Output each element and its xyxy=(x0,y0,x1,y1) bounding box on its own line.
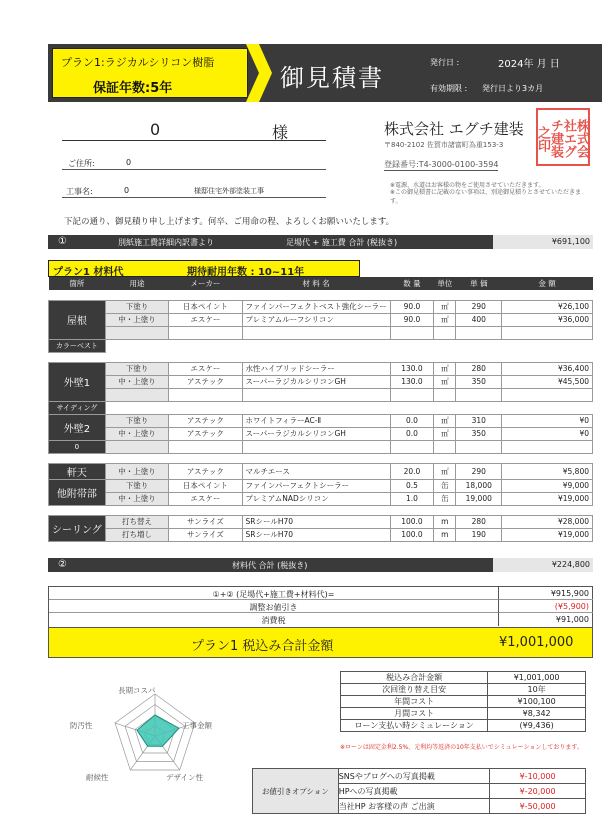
cell: ファインパーフェクトベスト強化シーラー xyxy=(242,300,390,313)
warranty: 保証年数:5年 xyxy=(93,81,173,96)
grand-amount: ¥1,001,000 xyxy=(499,635,574,650)
cell: スーパーラジカルシリコンGH xyxy=(242,427,390,440)
table-row xyxy=(49,463,593,479)
radar-label-3: 耐候性 xyxy=(86,773,109,782)
cell: 0.0 xyxy=(390,414,434,427)
cell: 日本ペイント xyxy=(169,479,242,492)
cell: サンライズ xyxy=(169,515,242,528)
cell: 100.0 xyxy=(390,528,434,541)
construction-total-bar xyxy=(48,235,493,249)
cell: ¥28,000 xyxy=(502,515,593,528)
intro-text: 下記の通り、御見積り申し上げます。何卒、ご用命の程、よろしくお願いいたします。 xyxy=(64,217,395,227)
cell: ¥36,000 xyxy=(502,313,593,326)
cell: 缶 xyxy=(434,479,456,492)
cell: ¥9,000 xyxy=(502,479,593,492)
material-title-box xyxy=(48,260,360,277)
valid-label: 有効期限 : xyxy=(430,84,468,93)
row2-number: ② xyxy=(58,559,67,570)
company-seal: 株式会社エグチ建装之印 xyxy=(536,108,590,166)
address-value: 0 xyxy=(126,158,132,167)
table-row xyxy=(49,375,593,388)
cell: ¥-20,000 xyxy=(490,784,586,799)
customer-honorific: 様 xyxy=(272,123,289,142)
cell: スーパーラジカルシリコンGH xyxy=(242,375,390,388)
row1-item: 足場代 + 施工費 合計 (税抜き) xyxy=(286,238,398,247)
cell: 290 xyxy=(456,463,502,479)
cell: プレミアムNADシリコン xyxy=(242,492,390,505)
cell: エスケー xyxy=(169,492,242,505)
totals-box xyxy=(48,586,593,658)
wall2-sub: 0 xyxy=(49,440,106,453)
cell: ㎡ xyxy=(434,362,456,375)
cell: ㎡ xyxy=(434,463,456,479)
cell: アステック xyxy=(169,427,242,440)
cell: ¥19,000 xyxy=(502,492,593,505)
issue-date: 2024年 月 日 xyxy=(498,59,560,70)
cell: ¥45,500 xyxy=(502,375,593,388)
cell: 中・上塗り xyxy=(105,463,168,479)
cell: ¥100,100 xyxy=(488,696,586,708)
material-total-bar xyxy=(48,558,493,572)
seal-label: シーリング xyxy=(49,515,106,541)
tax-label: 消費税 xyxy=(49,613,499,626)
cell: SRシールH70 xyxy=(242,528,390,541)
work-value: 0 xyxy=(124,186,130,195)
col-qty: 数 量 xyxy=(403,279,421,288)
cell: ¥8,342 xyxy=(488,708,586,720)
table-row xyxy=(341,708,586,720)
cell: 0.0 xyxy=(390,427,434,440)
cell: 税込み合計金額 xyxy=(341,672,488,684)
table-row xyxy=(49,414,593,427)
cell: 日本ペイント xyxy=(169,300,242,313)
cell: ㎡ xyxy=(434,300,456,313)
cell: 350 xyxy=(456,375,502,388)
cell: 下塗り xyxy=(105,414,168,427)
row2-item: 材料代 合計 (税抜き) xyxy=(232,561,308,570)
radar-label-0: 長期コスパ xyxy=(118,686,156,695)
radar-label-1: 工事金額 xyxy=(182,721,212,730)
roof-label: 屋根 xyxy=(49,300,106,339)
grand-label: プラン1 税込み合計金額 xyxy=(191,639,334,654)
cell: マルチエース xyxy=(242,463,390,479)
table-row xyxy=(49,440,593,453)
cell: 350 xyxy=(456,427,502,440)
table-row xyxy=(341,672,586,684)
table-row xyxy=(49,528,593,541)
company-address: 〒840-2102 佐賀市諸富町為重153-3 xyxy=(384,141,504,149)
table-row xyxy=(49,300,593,313)
cell: 中・上塗り xyxy=(105,313,168,326)
cell: プレミアムルーフシリコン xyxy=(242,313,390,326)
summary-table xyxy=(340,671,586,732)
cell: ㎡ xyxy=(434,313,456,326)
option-label: お値引きオプション xyxy=(253,769,339,814)
cell: 190 xyxy=(456,528,502,541)
cell: 280 xyxy=(456,362,502,375)
cell: 0.5 xyxy=(390,479,434,492)
cell: 年間コスト xyxy=(341,696,488,708)
cell: 中・上塗り xyxy=(105,492,168,505)
cell: (¥9,436) xyxy=(488,720,586,732)
wall1-label: 外壁1 xyxy=(49,362,106,401)
cell: 中・上塗り xyxy=(105,375,168,388)
wall1-sub: サイディング xyxy=(49,401,106,414)
cell: アステック xyxy=(169,375,242,388)
address-label: ご住所: xyxy=(68,159,95,168)
adjust-amount: (¥5,900) xyxy=(499,600,593,613)
table-row xyxy=(341,684,586,696)
radar-label-2: デザイン性 xyxy=(166,773,203,782)
col-place: 箇所 xyxy=(69,279,85,288)
cell: ㎡ xyxy=(434,414,456,427)
row1-desc: 別紙施工費詳細内訳書より xyxy=(118,238,214,247)
cell: 18,000 xyxy=(456,479,502,492)
loan-note: ※ローンは固定金利2.5%、元利均等返済の10年支払いでシミュレーションしております。 xyxy=(340,744,583,751)
cell: HPへの写真掲載 xyxy=(338,784,490,799)
tax-amount: ¥91,000 xyxy=(555,615,589,624)
cell: 下塗り xyxy=(105,362,168,375)
cell: 290 xyxy=(456,300,502,313)
radar-series xyxy=(137,715,179,746)
cell: ㎡ xyxy=(434,427,456,440)
cell: SRシールH70 xyxy=(242,515,390,528)
cell: 100.0 xyxy=(390,515,434,528)
roof-sub: カラーベスト xyxy=(49,339,106,352)
row2-amount: ¥224,800 xyxy=(493,558,593,572)
cell: 月間コスト xyxy=(341,708,488,720)
cell: 中・上塗り xyxy=(105,427,168,440)
cell: 打ち増し xyxy=(105,528,168,541)
table-row xyxy=(49,326,593,339)
cell: 缶 xyxy=(434,492,456,505)
note-1: ※電源、水道はお客様の物をご使用させていただきます。 xyxy=(390,182,545,189)
cell: SNSやブログへの写真掲載 xyxy=(338,769,490,784)
note-2: ※この御見積書に記載のない事項は、別途御見積りとさせていただきます。 xyxy=(390,189,582,205)
cell: ローン支払い時シミュレーション xyxy=(341,720,488,732)
cell: 130.0 xyxy=(390,375,434,388)
row1-amount: ¥691,100 xyxy=(493,235,593,249)
address-line xyxy=(62,156,326,170)
cell: 19,000 xyxy=(456,492,502,505)
cell: 打ち替え xyxy=(105,515,168,528)
work-line xyxy=(62,184,326,198)
table-row xyxy=(49,362,593,375)
material-life: 期待耐用年数 : 10~11年 xyxy=(187,267,305,278)
cell: m xyxy=(434,515,456,528)
cell: 90.0 xyxy=(390,313,434,326)
plan-name: プラン1:ラジカルシリコン樹脂 xyxy=(61,56,215,69)
sum-label: ①+② (足場代+施工費+材料代)= xyxy=(49,587,499,600)
table-row xyxy=(49,515,593,528)
valid-value: 発行日より3カ月 xyxy=(482,84,544,93)
cell: 当社HP お客様の声 ご出演 xyxy=(338,799,490,814)
work-desc: 様邸住宅外部塗装工事 xyxy=(194,187,264,195)
document-title: 御見積書 xyxy=(280,64,384,92)
cell: 400 xyxy=(456,313,502,326)
cell: m xyxy=(434,528,456,541)
company-name: 株式会社 エグチ建装 xyxy=(384,120,524,138)
table-row xyxy=(49,479,593,492)
adjust-label: 調整お値引き xyxy=(49,600,499,613)
table-row xyxy=(49,492,593,505)
cell: ファインパーフェクトシーラー xyxy=(242,479,390,492)
col-unit: 単位 xyxy=(437,279,453,288)
noki-label: 軒天 xyxy=(49,463,106,479)
col-amount: 金 額 xyxy=(538,279,556,288)
cell: ¥0 xyxy=(502,414,593,427)
grand-total-row xyxy=(49,627,592,657)
cell: 10年 xyxy=(488,684,586,696)
cell: ホワイトフィラーAC-Ⅱ xyxy=(242,414,390,427)
cell: サンライズ xyxy=(169,528,242,541)
work-label: 工事名: xyxy=(66,187,93,196)
cell: ¥-10,000 xyxy=(490,769,586,784)
cell: エスケー xyxy=(169,362,242,375)
cell: ¥5,800 xyxy=(502,463,593,479)
table-row xyxy=(49,388,593,401)
table-row xyxy=(341,696,586,708)
cell: ¥26,100 xyxy=(502,300,593,313)
cell: ¥-50,000 xyxy=(490,799,586,814)
customer-name: 0 xyxy=(150,120,161,139)
col-name: 材 料 名 xyxy=(302,279,330,288)
table-header xyxy=(49,277,593,290)
cell: アステック xyxy=(169,463,242,479)
cell: ¥1,001,000 xyxy=(488,672,586,684)
cell: ㎡ xyxy=(434,375,456,388)
cell: エスケー xyxy=(169,313,242,326)
table-row xyxy=(49,313,593,326)
cell: 水性ハイブリッドシーラー xyxy=(242,362,390,375)
sum-amount: ¥915,900 xyxy=(499,587,593,600)
radar-label-4: 防汚性 xyxy=(70,721,93,730)
cell: 280 xyxy=(456,515,502,528)
col-use: 用途 xyxy=(129,279,145,288)
cell: ¥0 xyxy=(502,427,593,440)
material-table xyxy=(48,277,593,542)
cell: 20.0 xyxy=(390,463,434,479)
cell: 310 xyxy=(456,414,502,427)
cell: 90.0 xyxy=(390,300,434,313)
table-row xyxy=(341,720,586,732)
cell: ¥36,400 xyxy=(502,362,593,375)
cell: 次回塗り替え目安 xyxy=(341,684,488,696)
cell: ¥19,000 xyxy=(502,528,593,541)
table-row xyxy=(253,769,586,784)
cell: 130.0 xyxy=(390,362,434,375)
material-title: プラン1 材料代 xyxy=(53,267,124,278)
cell: アステック xyxy=(169,414,242,427)
wall2-label: 外壁2 xyxy=(49,414,106,440)
cell: 下塗り xyxy=(105,300,168,313)
issue-label: 発行日 : xyxy=(430,58,460,67)
row1-number: ① xyxy=(58,236,67,247)
plan-box xyxy=(52,48,248,98)
registration-number: 登録番号:T4-3000-0100-3594 xyxy=(384,160,499,169)
col-maker: メーカー xyxy=(190,279,221,288)
option-table xyxy=(252,768,586,814)
cell: 下塗り xyxy=(105,479,168,492)
cell: 1.0 xyxy=(390,492,434,505)
table-row xyxy=(49,427,593,440)
fuzoku-label: 他附帯部 xyxy=(49,479,106,505)
col-price: 単 価 xyxy=(470,279,488,288)
